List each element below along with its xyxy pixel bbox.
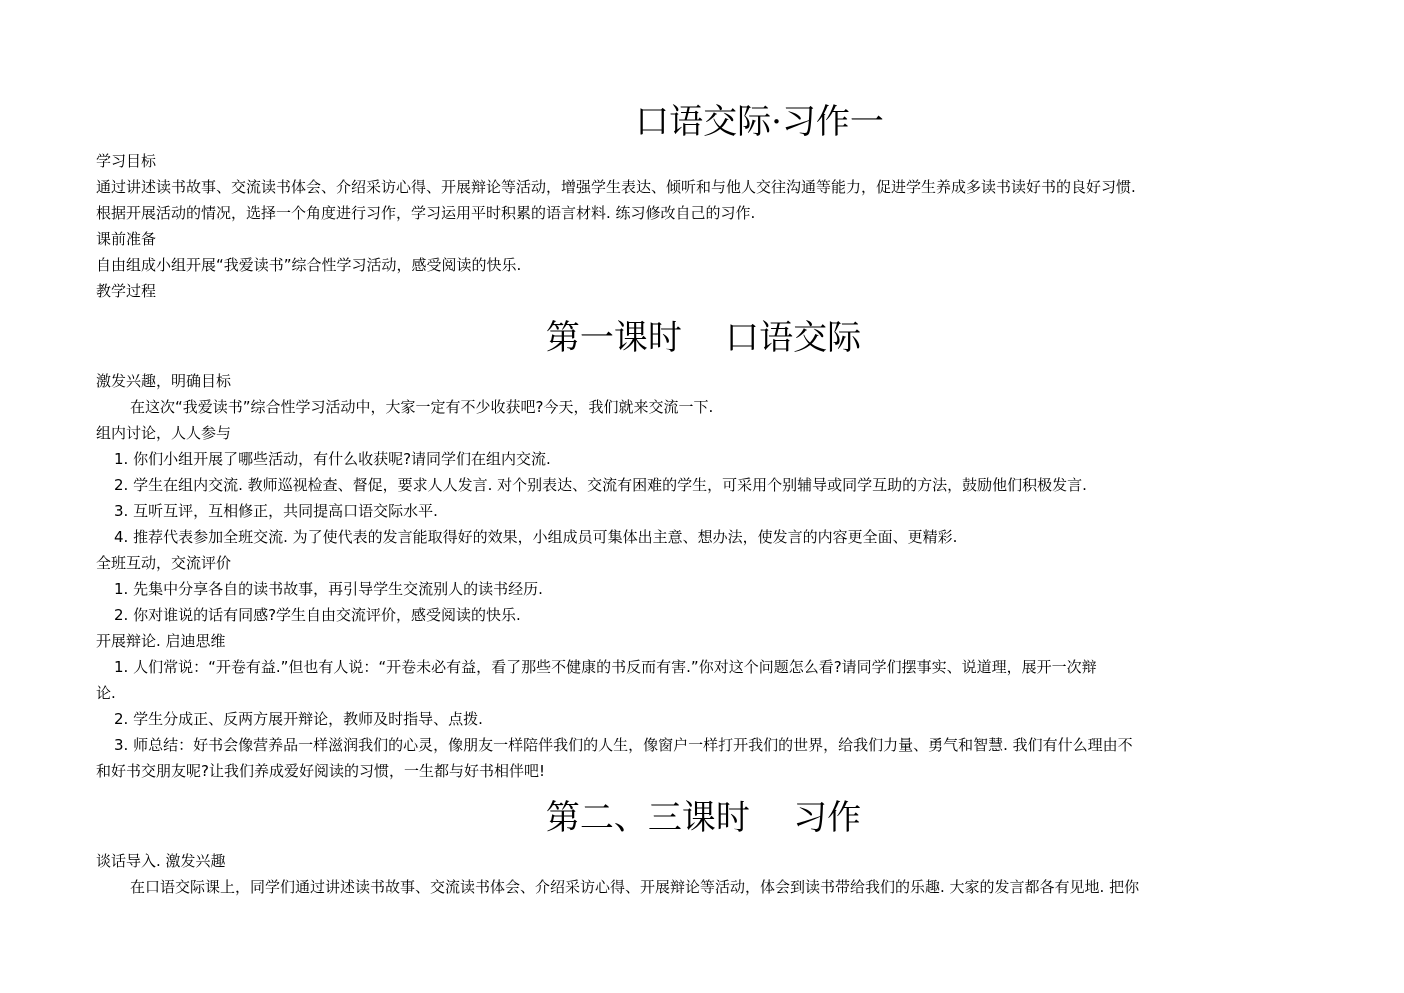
heading-goals: 学习目标 <box>96 152 157 170</box>
list-item: 2. 学生分成正、反两方展开辩论，教师及时指导、点拨. <box>114 710 483 728</box>
list-item: 1. 先集中分享各自的读书故事，再引导学生交流别人的读书经历. <box>114 580 543 598</box>
list-item: 4. 推荐代表参加全班交流. 为了使代表的发言能取得好的效果，小组成员可集体出主意、想办法，使发言的内容更全面、更精彩. <box>114 528 958 546</box>
prep-line: 自由组成小组开展“我爱读书”综合性学习活动，感受阅读的快乐. <box>96 256 522 274</box>
section-5-heading: 谈话导入. 激发兴趣 <box>96 852 226 870</box>
document-title: 口语交际·习作一 <box>635 102 884 142</box>
list-item: 2. 你对谁说的话有同感?学生自由交流评价，感受阅读的快乐. <box>114 606 521 624</box>
list-item-continuation: 论. <box>96 684 116 702</box>
section-2-heading: 组内讨论，人人参与 <box>96 424 232 442</box>
goals-line-1: 通过讲述读书故事、交流读书体会、介绍采访心得、开展辩论等活动，增强学生表达、倾听和与他人交往沟通等能力，促进学生养成多读书读好书的良好习惯. <box>96 178 1136 196</box>
goals-line-2: 根据开展活动的情况，选择一个角度进行习作，学习运用平时积累的语言材料. 练习修改自己的习作. <box>96 204 756 222</box>
section-4-heading: 开展辩论. 启迪思维 <box>96 632 226 650</box>
document-page <box>96 96 1311 976</box>
section-3-heading: 全班互动，交流评价 <box>96 554 232 572</box>
lesson-2-title: 第二、三课时 习作 <box>545 798 862 838</box>
section-1-text: 在这次“我爱读书”综合性学习活动中，大家一定有不少收获吧?今天，我们就来交流一下. <box>130 398 714 416</box>
list-item: 2. 学生在组内交流. 教师巡视检查、督促，要求人人发言. 对个别表达、交流有困难的学生，可采用个别辅导或同学互助的方法，鼓励他们积极发言. <box>114 476 1087 494</box>
lesson-1-title: 第一课时 口语交际 <box>545 318 862 358</box>
list-item-continuation: 和好书交朋友呢?让我们养成爱好阅读的习惯，一生都与好书相伴吧! <box>96 762 545 780</box>
list-item: 1. 你们小组开展了哪些活动，有什么收获呢?请同学们在组内交流. <box>114 450 551 468</box>
section-5-text: 在口语交际课上，同学们通过讲述读书故事、交流读书体会、介绍采访心得、开展辩论等活动，体会到读书带给我们的乐趣. 大家的发言都各有见地. 把你 <box>130 878 1140 896</box>
list-item: 1. 人们常说：“开卷有益.”但也有人说：“开卷未必有益，看了那些不健康的书反而有害.”你对这个问题怎么看?请同学们摆事实、说道理，展开一次辩 <box>114 658 1097 676</box>
heading-prep: 课前准备 <box>96 230 157 248</box>
section-1-heading: 激发兴趣，明确目标 <box>96 372 232 390</box>
heading-process: 教学过程 <box>96 282 157 300</box>
list-item: 3. 互听互评，互相修正，共同提高口语交际水平. <box>114 502 438 520</box>
list-item: 3. 师总结：好书会像营养品一样滋润我们的心灵，像朋友一样陪伴我们的人生，像窗户一样打开我们的世界，给我们力量、勇气和智慧. 我们有什么理由不 <box>114 736 1133 754</box>
